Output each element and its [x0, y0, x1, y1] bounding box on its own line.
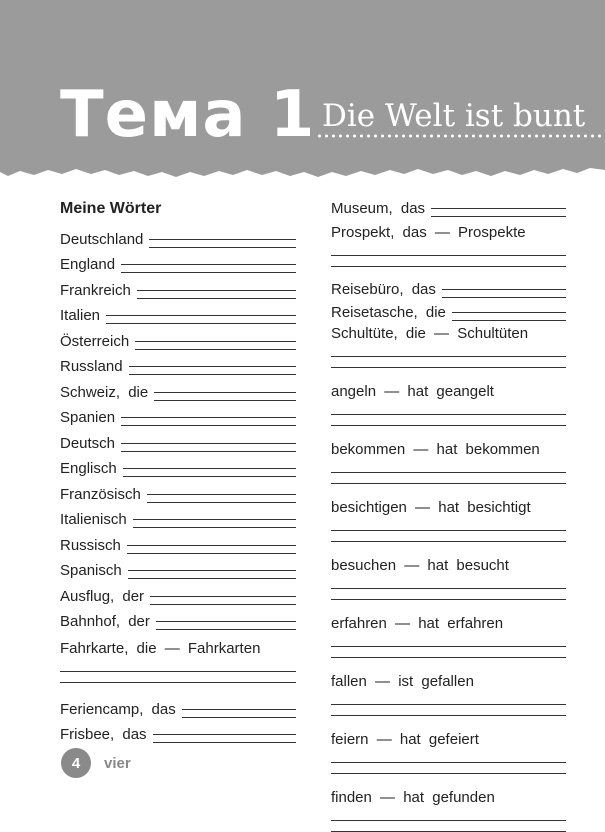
vocab-word: besuchen — hat besucht [331, 556, 509, 574]
writing-line[interactable] [147, 494, 296, 503]
vocab-word: Bahnhof, der [60, 613, 150, 630]
vocab-entry [60, 274, 296, 300]
vocab-entry [60, 693, 296, 719]
vocab-word: Französisch [60, 485, 141, 503]
vocab-entry [331, 788, 566, 832]
writing-line[interactable] [331, 483, 566, 484]
vocab-word: Feriencamp, das [60, 700, 176, 718]
vocab-entry [60, 376, 296, 402]
writing-line[interactable] [331, 425, 566, 426]
writing-line[interactable] [123, 468, 296, 477]
vocab-word: Spanisch [60, 562, 122, 579]
writing-line[interactable] [331, 530, 566, 531]
page-number: 4 [61, 748, 91, 778]
writing-line[interactable] [137, 290, 296, 299]
vocab-word: angeln — hat geangelt [331, 382, 494, 400]
vocab-word: Spanien [60, 409, 116, 426]
writing-line[interactable] [331, 646, 566, 647]
vocab-entry [60, 223, 296, 249]
writing-line[interactable] [331, 657, 566, 658]
vocab-entry [60, 606, 296, 632]
vocab-word: Italienisch [60, 511, 127, 528]
vocab-entry [331, 382, 566, 426]
vocab-word: fallen — ist gefallen [331, 672, 474, 690]
left-word-column [60, 198, 296, 744]
right-word-column [331, 198, 566, 832]
vocab-entry [60, 325, 296, 351]
writing-line[interactable] [121, 264, 296, 273]
writing-line[interactable] [452, 312, 566, 321]
writing-line[interactable] [431, 208, 566, 217]
vocab-entry [60, 453, 296, 479]
vocab-entry [331, 440, 566, 484]
vocab-entry [331, 556, 566, 600]
writing-line[interactable] [331, 588, 566, 589]
vocab-entry [60, 719, 296, 745]
page-footer [61, 748, 131, 778]
vocab-entry [60, 639, 296, 683]
writing-line[interactable] [121, 417, 296, 426]
vocab-word: bekommen — hat bekommen [331, 440, 540, 458]
writing-line[interactable] [331, 266, 566, 267]
writing-line[interactable] [156, 621, 296, 630]
vocab-word: England [60, 256, 116, 273]
writing-line[interactable] [129, 366, 296, 375]
vocab-word: Deutsch [60, 434, 116, 452]
vocab-entry [60, 580, 296, 606]
vocab-word: Schultüte, die — Schultüten [331, 324, 529, 342]
vocab-word: erfahren — hat erfahren [331, 614, 504, 632]
vocab-word: Italien [60, 307, 101, 324]
section-heading: Meine Wörter [60, 200, 162, 217]
writing-line[interactable] [135, 341, 296, 350]
vocab-entry [331, 730, 566, 774]
writing-line[interactable] [331, 255, 566, 256]
writing-line[interactable] [60, 682, 296, 683]
theme-subtitle: Die Welt ist bunt [322, 98, 586, 134]
writing-line[interactable] [331, 367, 566, 368]
writing-line[interactable] [182, 709, 296, 718]
writing-line[interactable] [154, 392, 296, 401]
vocab-entry [60, 478, 296, 504]
vocab-word: Reisetasche, die [331, 303, 446, 321]
vocab-word: besichtigen — hat besichtigt [331, 498, 531, 516]
writing-line[interactable] [150, 596, 296, 605]
writing-line[interactable] [331, 773, 566, 774]
vocab-entry [60, 529, 296, 555]
vocab-word: Englisch [60, 460, 117, 477]
writing-line[interactable] [331, 704, 566, 705]
writing-line[interactable] [331, 831, 566, 832]
writing-line[interactable] [331, 715, 566, 716]
writing-line[interactable] [149, 239, 296, 248]
vocab-entry [60, 300, 296, 326]
vocab-word: Frisbee, das [60, 726, 147, 743]
writing-line[interactable] [331, 541, 566, 542]
vocab-word: Ausflug, der [60, 587, 145, 605]
vocab-entry [331, 614, 566, 658]
writing-line[interactable] [127, 545, 296, 554]
writing-line[interactable] [121, 443, 296, 452]
writing-line[interactable] [331, 599, 566, 600]
vocab-word: Museum, das [331, 200, 426, 217]
writing-line[interactable] [128, 570, 296, 579]
dotted-underline [316, 134, 605, 138]
vocab-word: feiern — hat gefeiert [331, 730, 479, 748]
vocab-word: finden — hat gefunden [331, 788, 495, 806]
writing-line[interactable] [106, 315, 296, 324]
vocab-word: Russland [60, 358, 123, 375]
vocab-entry [331, 672, 566, 716]
vocab-word: Russisch [60, 536, 121, 554]
vocab-word: Österreich [60, 332, 130, 350]
vocab-word: Frankreich [60, 281, 131, 299]
writing-line[interactable] [331, 414, 566, 415]
vocab-entry [331, 223, 566, 267]
vocab-word: Prospekt, das — Prospekte [331, 224, 526, 241]
vocab-entry [331, 273, 566, 299]
writing-line[interactable] [153, 734, 296, 743]
vocab-entry [331, 299, 566, 322]
writing-line[interactable] [331, 472, 566, 473]
vocab-entry [60, 504, 296, 530]
vocab-entry [60, 351, 296, 377]
writing-line[interactable] [133, 519, 296, 528]
vocab-entry [60, 555, 296, 581]
vocab-entry [331, 198, 566, 218]
vocab-entry [60, 402, 296, 428]
vocab-word: Schweiz, die [60, 383, 149, 401]
vocab-entry [60, 427, 296, 453]
vocab-entry [331, 324, 566, 368]
writing-line[interactable] [331, 356, 566, 357]
theme-title: Тема 1 [60, 78, 316, 152]
writing-line[interactable] [60, 671, 296, 672]
writing-line[interactable] [331, 820, 566, 821]
vocab-entry [331, 498, 566, 542]
vocab-entry [60, 249, 296, 275]
writing-line[interactable] [442, 289, 566, 298]
writing-line[interactable] [331, 762, 566, 763]
vocab-word: Reisebüro, das [331, 280, 436, 298]
page-number-word: vier [104, 754, 131, 772]
vocab-word: Fahrkarte, die — Fahrkarten [60, 640, 261, 657]
vocab-word: Deutschland [60, 230, 144, 248]
